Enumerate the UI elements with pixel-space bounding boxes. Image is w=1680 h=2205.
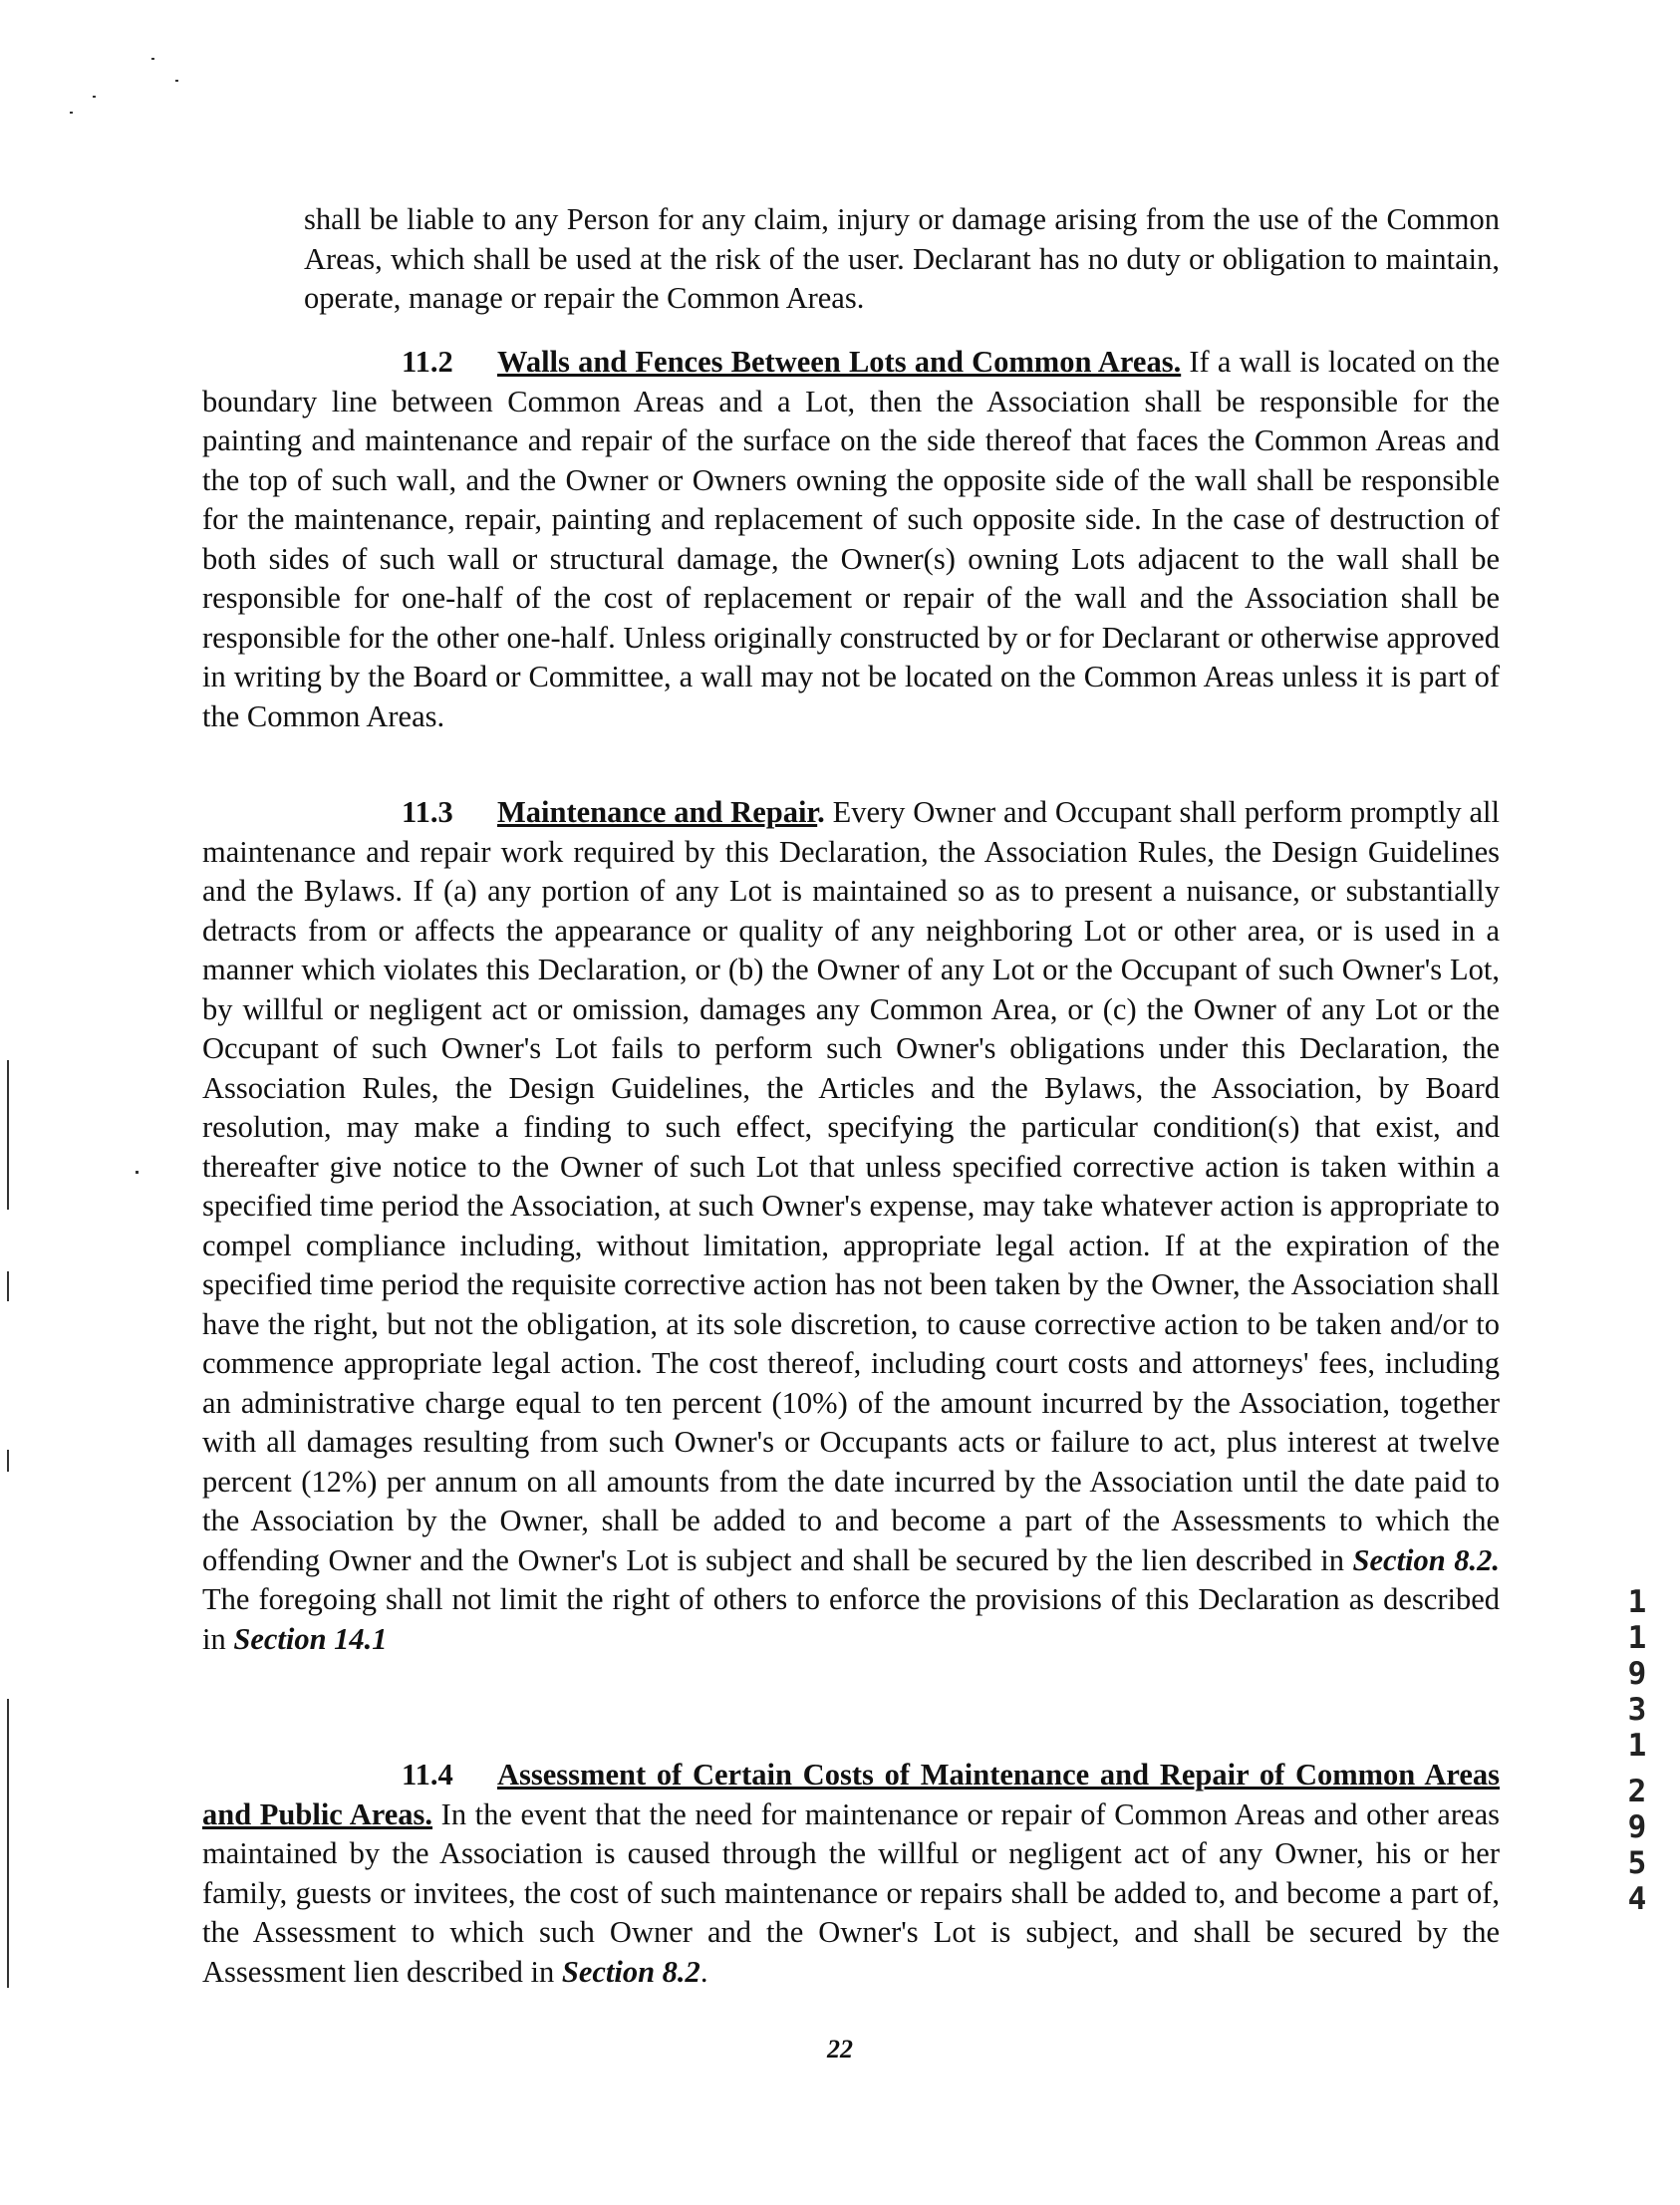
scan-speck: [151, 58, 154, 60]
section-body: In the event that the need for maintenance or repair of Common Areas and other areas maintained by the Association is caused through the willful or negligent act of any Owner, his or her family, guests or invitees, the cost of such maintenance or repairs shall be added to, and become a part of, the Assessment to which such Owner and the Owner's Lot is subject, and shall be secured by the Assessment lien described in: [202, 1796, 1500, 1989]
scan-speck: [93, 96, 96, 98]
stamp-digit: 9: [1627, 1656, 1647, 1692]
section-11-3: [202, 793, 1500, 1659]
section-heading: Walls and Fences Between Lots and Common Areas.: [497, 345, 1182, 379]
section-body-continued: The foregoing shall not limit the right of others to enforce the provisions of this Declaration as described in: [202, 1582, 1500, 1656]
continuation-text: shall be liable to any Person for any claim, injury or damage arising from the use of the Common Areas, which shall be used at the risk of the user. Declarant has no duty or obligation to maintain, operate, manage or repair the Common Areas.: [304, 202, 1500, 315]
scan-edge-line: [7, 1450, 9, 1472]
stamp-digit: 1: [1627, 1584, 1647, 1620]
section-reference: Section 14.1: [233, 1621, 388, 1656]
stamp-digit: 4: [1627, 1881, 1647, 1917]
heading-period: .: [817, 795, 825, 829]
section-reference: Section 8.2.: [1352, 1542, 1501, 1577]
scan-speck: [136, 1171, 139, 1174]
section-number: 11.4: [402, 1758, 453, 1792]
scan-edge-line: [7, 1271, 9, 1301]
stamp-digit: 1: [1627, 1620, 1647, 1656]
section-body: If a wall is located on the boundary line between Common Areas and a Lot, then the Association shall be responsible for the painting and maintenance and repair of the surface on the side thereof that faces the Common Areas and the top of such wall, and the Owner or Owners owning the opposite side of the wall shall be responsible for the maintenance, repair, painting and replacement of such opposite side. In the case of destruction of both sides of such wall or structural damage, the Owner(s) owning Lots adjacent to the wall shall be responsible for one-half of the cost of replacement or repair of the wall and the Association shall be responsible for the other one-half. Unless originally constructed by or for Declarant or otherwise approved in writing by the Board or Committee, a wall may not be located on the Common Areas unless it is part of the Common Areas.: [202, 345, 1500, 733]
section-number: 11.2: [402, 345, 453, 379]
section-11-4: [202, 1756, 1500, 1992]
section-11-2: [202, 343, 1500, 736]
stamp-digit: 1: [1627, 1728, 1647, 1764]
section-heading: Maintenance and Repair: [497, 795, 818, 829]
section-heading: Assessment of Certain Costs of Maintenance and Repair of Common Areas and Public Areas.: [202, 1758, 1500, 1831]
stamp-digit: 2: [1627, 1774, 1647, 1809]
stamp-digit: 5: [1627, 1845, 1647, 1881]
scan-edge-line: [7, 1699, 9, 1988]
sentence-end: .: [700, 1954, 708, 1989]
section-body: Every Owner and Occupant shall perform promptly all maintenance and repair work required by this Declaration, the Association Rules, the Design Guidelines and the Bylaws. If (a) any portion of any Lot is maintained so as to present a nuisance, or substantially detracts from or affects the appearance or quality of any neighboring Lot or other area, or is used in a manner which violates this Declaration, or (b) the Owner of any Lot or the Occupant of such Owner's Lot, by willful or negligent act or omission, damages any Common Area, or (c) the Owner of any Lot or the Occupant of such Owner's Lot fails to perform such Owner's obligations under this Declaration, the Association Rules, the Design Guidelines, the Articles and the Bylaws, the Association, by Board resolution, may make a finding to such effect, specifying the particular condition(s) that exist, and thereafter give notice to the Owner of such Lot that unless specified corrective action is taken within a specified time period the Association, at such Owner's expense, may take whatever action is appropriate to compel compliance including, without limitation, appropriate legal action. If at the expiration of the specified time period the requisite corrective action has not been taken by the Owner, the Association shall have the right, but not the obligation, at its sole discretion, to cause corrective action to be taken and/or to commence appropriate legal action. The cost thereof, including court costs and attorneys' fees, including an administrative charge equal to ten percent (10%) of the amount incurred by the Association, together with all damages resulting from such Owner's or Occupants acts or failure to act, plus interest at twelve percent (12%) per annum on all amounts from the date incurred by the Association until the date paid to the Association by the Owner, shall be added to and become a part of the Assessments to which the offending Owner and the Owner's Lot is subject and shall be secured by the lien described in: [202, 795, 1500, 1577]
page-number: 22: [827, 2035, 853, 2064]
continuation-paragraph: [202, 200, 1500, 319]
recording-stamp-group-1: [1622, 1584, 1652, 1764]
stamp-digit: 3: [1627, 1692, 1647, 1728]
section-reference: Section 8.2: [561, 1954, 700, 1989]
scan-speck: [70, 112, 73, 114]
section-number: 11.3: [402, 795, 453, 829]
stamp-digit: 9: [1627, 1809, 1647, 1845]
scan-edge-line: [7, 1060, 9, 1210]
scan-speck: [175, 80, 178, 82]
recording-stamp-group-2: [1622, 1774, 1652, 1917]
